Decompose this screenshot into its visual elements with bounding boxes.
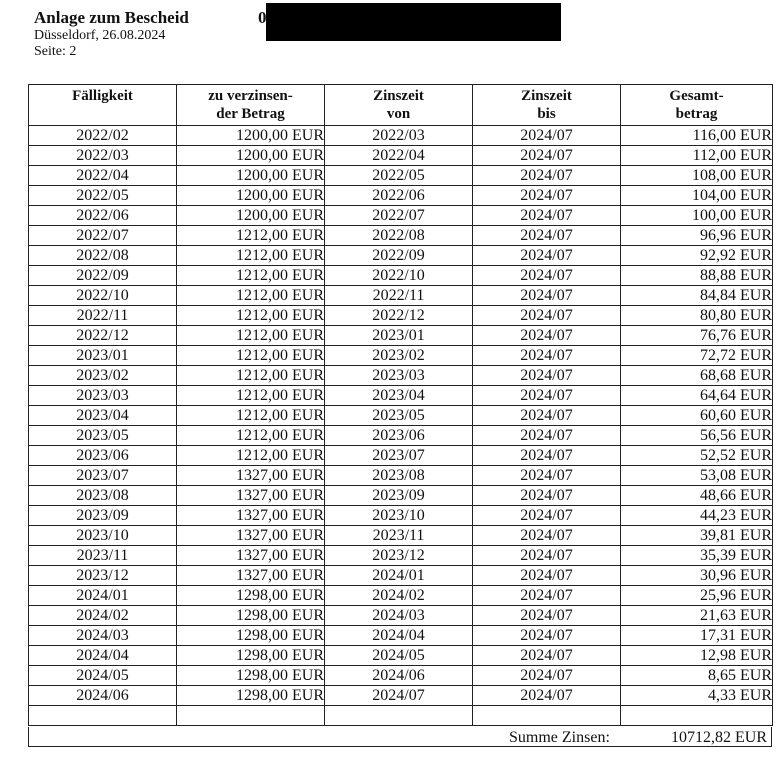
cell-due-date: 2024/01 (29, 586, 177, 606)
cell-total: 4,33 EUR (621, 686, 773, 706)
cell-interest-to: 2024/07 (473, 626, 621, 646)
cell-empty (621, 706, 773, 726)
cell-interest-from: 2023/05 (325, 406, 473, 426)
cell-total: 68,68 EUR (621, 366, 773, 386)
cell-interest-to: 2024/07 (473, 226, 621, 246)
cell-interest-to: 2024/07 (473, 386, 621, 406)
table-row (29, 406, 773, 426)
summary-label: Summe Zinsen: (509, 729, 610, 746)
cell-interest-to: 2024/07 (473, 506, 621, 526)
cell-principal: 1212,00 EUR (177, 266, 325, 286)
cell-interest-from: 2023/07 (325, 446, 473, 466)
cell-interest-to: 2024/07 (473, 486, 621, 506)
cell-empty (473, 706, 621, 726)
cell-interest-to: 2024/07 (473, 146, 621, 166)
redaction-bar (266, 3, 561, 41)
table-row (29, 266, 773, 286)
cell-principal: 1327,00 EUR (177, 466, 325, 486)
table-row (29, 386, 773, 406)
cell-principal: 1200,00 EUR (177, 146, 325, 166)
cell-principal: 1327,00 EUR (177, 506, 325, 526)
table-row (29, 346, 773, 366)
cell-principal: 1298,00 EUR (177, 646, 325, 666)
summary-row (28, 727, 772, 747)
cell-interest-to: 2024/07 (473, 646, 621, 666)
cell-due-date: 2024/06 (29, 686, 177, 706)
cell-principal: 1212,00 EUR (177, 346, 325, 366)
cell-principal: 1327,00 EUR (177, 546, 325, 566)
cell-interest-from: 2023/01 (325, 326, 473, 346)
cell-due-date: 2022/04 (29, 166, 177, 186)
cell-principal: 1298,00 EUR (177, 586, 325, 606)
cell-interest-from: 2022/03 (325, 126, 473, 146)
cell-due-date: 2022/03 (29, 146, 177, 166)
cell-empty (29, 706, 177, 726)
cell-interest-to: 2024/07 (473, 286, 621, 306)
cell-due-date: 2022/02 (29, 126, 177, 146)
cell-interest-to: 2024/07 (473, 326, 621, 346)
cell-due-date: 2022/10 (29, 286, 177, 306)
cell-interest-to: 2024/07 (473, 126, 621, 146)
cell-total: 116,00 EUR (621, 126, 773, 146)
table-row (29, 306, 773, 326)
cell-due-date: 2023/03 (29, 386, 177, 406)
cell-interest-from: 2022/09 (325, 246, 473, 266)
table-row (29, 246, 773, 266)
cell-interest-from: 2024/02 (325, 586, 473, 606)
cell-interest-from: 2022/05 (325, 166, 473, 186)
cell-principal: 1200,00 EUR (177, 166, 325, 186)
page-number: Seite: 2 (34, 44, 77, 59)
cell-interest-from: 2023/02 (325, 346, 473, 366)
cell-interest-to: 2024/07 (473, 666, 621, 686)
cell-total: 8,65 EUR (621, 666, 773, 686)
cell-total: 60,60 EUR (621, 406, 773, 426)
cell-due-date: 2023/02 (29, 366, 177, 386)
table-row (29, 566, 773, 586)
cell-interest-from: 2023/12 (325, 546, 473, 566)
cell-interest-from: 2024/05 (325, 646, 473, 666)
cell-interest-from: 2022/07 (325, 206, 473, 226)
cell-interest-from: 2024/07 (325, 686, 473, 706)
cell-principal: 1298,00 EUR (177, 626, 325, 646)
cell-due-date: 2024/03 (29, 626, 177, 646)
table-row (29, 426, 773, 446)
cell-interest-to: 2024/07 (473, 406, 621, 426)
cell-total: 64,64 EUR (621, 386, 773, 406)
cell-total: 30,96 EUR (621, 566, 773, 586)
cell-interest-from: 2024/03 (325, 606, 473, 626)
cell-due-date: 2024/02 (29, 606, 177, 626)
cell-interest-to: 2024/07 (473, 586, 621, 606)
table-row (29, 366, 773, 386)
table-row (29, 466, 773, 486)
cell-due-date: 2024/05 (29, 666, 177, 686)
cell-principal: 1212,00 EUR (177, 306, 325, 326)
cell-interest-to: 2024/07 (473, 206, 621, 226)
cell-principal: 1212,00 EUR (177, 366, 325, 386)
cell-interest-from: 2024/01 (325, 566, 473, 586)
cell-principal: 1298,00 EUR (177, 666, 325, 686)
cell-total: 25,96 EUR (621, 586, 773, 606)
cell-total: 12,98 EUR (621, 646, 773, 666)
table-row (29, 606, 773, 626)
cell-principal: 1298,00 EUR (177, 606, 325, 626)
cell-empty (177, 706, 325, 726)
cell-total: 92,92 EUR (621, 246, 773, 266)
cell-total: 17,31 EUR (621, 626, 773, 646)
cell-due-date: 2024/04 (29, 646, 177, 666)
cell-principal: 1200,00 EUR (177, 206, 325, 226)
column-header-principal: zu verzinsen- der Betrag (177, 85, 325, 126)
cell-interest-from: 2023/06 (325, 426, 473, 446)
cell-due-date: 2022/05 (29, 186, 177, 206)
cell-due-date: 2023/10 (29, 526, 177, 546)
cell-total: 53,08 EUR (621, 466, 773, 486)
table-row (29, 446, 773, 466)
cell-principal: 1212,00 EUR (177, 286, 325, 306)
table-row (29, 646, 773, 666)
cell-due-date: 2023/01 (29, 346, 177, 366)
cell-due-date: 2022/07 (29, 226, 177, 246)
reference-prefix: 0 (258, 8, 267, 27)
cell-total: 52,52 EUR (621, 446, 773, 466)
cell-principal: 1200,00 EUR (177, 126, 325, 146)
cell-due-date: 2023/06 (29, 446, 177, 466)
cell-principal: 1212,00 EUR (177, 426, 325, 446)
table-row-empty (29, 706, 773, 726)
column-header-total: Gesamt- betrag (621, 85, 773, 126)
cell-interest-from: 2024/06 (325, 666, 473, 686)
cell-due-date: 2023/04 (29, 406, 177, 426)
cell-due-date: 2023/12 (29, 566, 177, 586)
cell-principal: 1212,00 EUR (177, 246, 325, 266)
cell-interest-to: 2024/07 (473, 606, 621, 626)
cell-interest-to: 2024/07 (473, 566, 621, 586)
cell-interest-to: 2024/07 (473, 466, 621, 486)
cell-interest-from: 2022/10 (325, 266, 473, 286)
cell-interest-to: 2024/07 (473, 426, 621, 446)
cell-interest-to: 2024/07 (473, 686, 621, 706)
cell-total: 48,66 EUR (621, 486, 773, 506)
table-header-row (29, 85, 773, 126)
table-row (29, 206, 773, 226)
table-row (29, 666, 773, 686)
table-row (29, 146, 773, 166)
table-row (29, 326, 773, 346)
cell-interest-from: 2022/04 (325, 146, 473, 166)
column-header-due-date: Fälligkeit (29, 85, 177, 126)
table-row (29, 486, 773, 506)
interest-table (28, 84, 773, 726)
column-header-interest-to: Zinszeit bis (473, 85, 621, 126)
cell-due-date: 2022/06 (29, 206, 177, 226)
cell-total: 80,80 EUR (621, 306, 773, 326)
cell-due-date: 2022/11 (29, 306, 177, 326)
table-row (29, 226, 773, 246)
cell-interest-from: 2024/04 (325, 626, 473, 646)
cell-empty (325, 706, 473, 726)
cell-interest-from: 2023/04 (325, 386, 473, 406)
cell-due-date: 2023/08 (29, 486, 177, 506)
document-header (34, 8, 189, 60)
cell-total: 96,96 EUR (621, 226, 773, 246)
cell-interest-to: 2024/07 (473, 546, 621, 566)
table-body (29, 126, 773, 726)
cell-interest-from: 2022/12 (325, 306, 473, 326)
cell-interest-to: 2024/07 (473, 446, 621, 466)
cell-principal: 1212,00 EUR (177, 446, 325, 466)
table-row (29, 586, 773, 606)
cell-due-date: 2022/12 (29, 326, 177, 346)
cell-interest-to: 2024/07 (473, 166, 621, 186)
cell-interest-to: 2024/07 (473, 246, 621, 266)
cell-total: 39,81 EUR (621, 526, 773, 546)
cell-total: 100,00 EUR (621, 206, 773, 226)
table-row (29, 686, 773, 706)
cell-due-date: 2022/08 (29, 246, 177, 266)
cell-interest-to: 2024/07 (473, 346, 621, 366)
cell-total: 112,00 EUR (621, 146, 773, 166)
cell-principal: 1212,00 EUR (177, 226, 325, 246)
cell-interest-from: 2023/11 (325, 526, 473, 546)
cell-interest-from: 2023/10 (325, 506, 473, 526)
cell-interest-from: 2022/11 (325, 286, 473, 306)
cell-total: 21,63 EUR (621, 606, 773, 626)
table-row (29, 166, 773, 186)
table-row (29, 526, 773, 546)
cell-interest-to: 2024/07 (473, 526, 621, 546)
cell-due-date: 2022/09 (29, 266, 177, 286)
cell-total: 104,00 EUR (621, 186, 773, 206)
cell-principal: 1212,00 EUR (177, 406, 325, 426)
cell-interest-to: 2024/07 (473, 266, 621, 286)
cell-due-date: 2023/11 (29, 546, 177, 566)
cell-due-date: 2023/09 (29, 506, 177, 526)
table-row (29, 126, 773, 146)
cell-total: 56,56 EUR (621, 426, 773, 446)
cell-principal: 1298,00 EUR (177, 686, 325, 706)
cell-principal: 1327,00 EUR (177, 526, 325, 546)
table-row (29, 626, 773, 646)
cell-interest-to: 2024/07 (473, 306, 621, 326)
cell-principal: 1327,00 EUR (177, 486, 325, 506)
cell-interest-to: 2024/07 (473, 186, 621, 206)
cell-total: 44,23 EUR (621, 506, 773, 526)
cell-principal: 1212,00 EUR (177, 386, 325, 406)
cell-interest-from: 2023/09 (325, 486, 473, 506)
cell-total: 35,39 EUR (621, 546, 773, 566)
cell-principal: 1212,00 EUR (177, 326, 325, 346)
document-title: Anlage zum Bescheid (34, 8, 189, 27)
cell-total: 108,00 EUR (621, 166, 773, 186)
cell-total: 88,88 EUR (621, 266, 773, 286)
table-row (29, 506, 773, 526)
place-date: Düsseldorf, 26.08.2024 (34, 28, 166, 43)
cell-due-date: 2023/07 (29, 466, 177, 486)
cell-principal: 1327,00 EUR (177, 566, 325, 586)
cell-total: 72,72 EUR (621, 346, 773, 366)
cell-principal: 1200,00 EUR (177, 186, 325, 206)
cell-due-date: 2023/05 (29, 426, 177, 446)
table-row (29, 186, 773, 206)
cell-interest-from: 2022/06 (325, 186, 473, 206)
cell-interest-from: 2023/03 (325, 366, 473, 386)
table-row (29, 286, 773, 306)
table-row (29, 546, 773, 566)
summary-value: 10712,82 EUR (671, 729, 767, 746)
cell-total: 76,76 EUR (621, 326, 773, 346)
cell-interest-from: 2022/08 (325, 226, 473, 246)
cell-total: 84,84 EUR (621, 286, 773, 306)
column-header-interest-from: Zinszeit von (325, 85, 473, 126)
cell-interest-to: 2024/07 (473, 366, 621, 386)
cell-interest-from: 2023/08 (325, 466, 473, 486)
